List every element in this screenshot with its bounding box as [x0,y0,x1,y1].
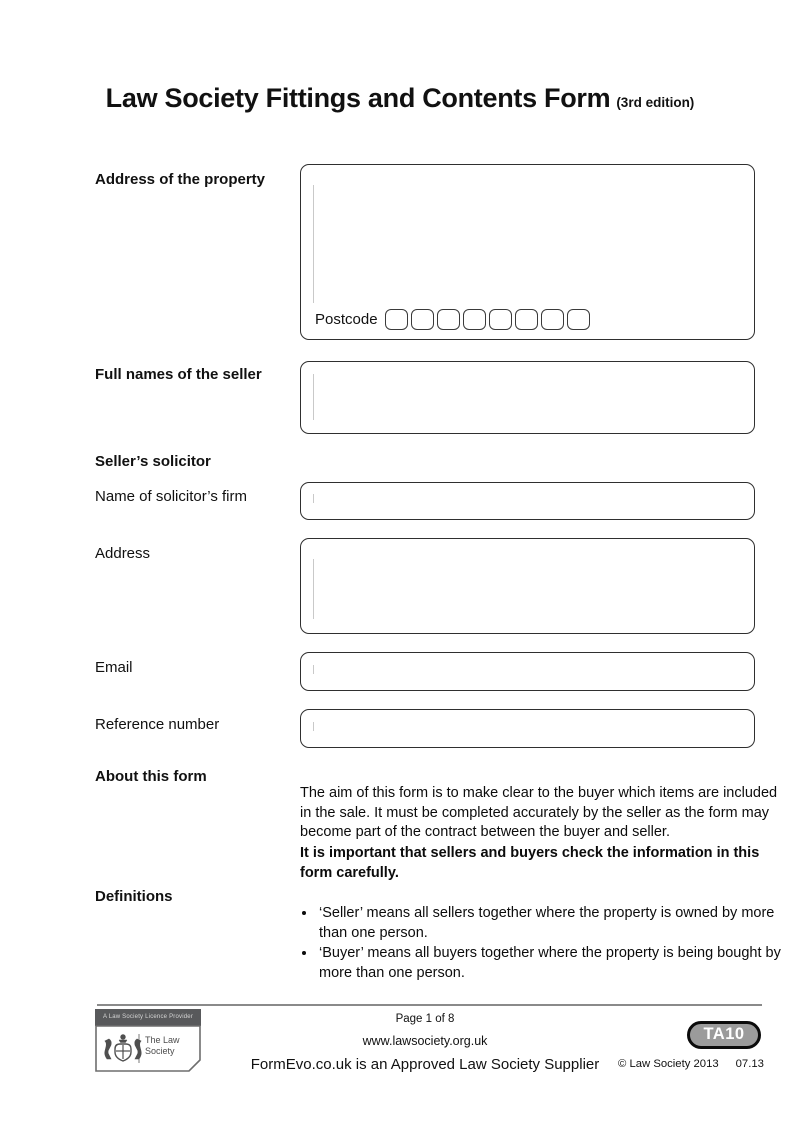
email-label: Email [95,659,133,676]
about-heading: About this form [95,768,207,785]
postcode-box-7[interactable] [541,309,564,330]
copyright-text: © Law Society 2013 [618,1058,719,1070]
solicitor-address-label: Address [95,545,151,562]
about-important: It is important that sellers and buyers check the information in this form carefully. [300,845,760,881]
field-guide-line [313,494,314,503]
postcode-box-3[interactable] [437,309,460,330]
email-field[interactable] [300,652,755,691]
solicitor-section-label: Seller’s solicitor [95,453,211,470]
postcode-box-8[interactable] [567,309,590,330]
definitions-heading: Definitions [95,888,173,905]
definitions-list [300,904,782,983]
seller-names-field[interactable] [300,361,755,434]
reference-field[interactable] [300,709,755,748]
logo-name-line2: Society [145,1045,175,1056]
field-guide-line [313,665,314,674]
form-edition: (3rd edition) [616,95,695,110]
postcode-box-6[interactable] [515,309,538,330]
postcode-label: Postcode [315,311,378,328]
logo-name-line1: The Law [145,1035,180,1045]
postcode-box-2[interactable] [411,309,434,330]
field-guide-line [313,185,314,303]
postcode-box-1[interactable] [385,309,408,330]
field-guide-line [313,559,314,619]
supplier-note: FormEvo.co.uk is an Approved Law Society Supplier [250,1056,600,1073]
logo-tagline: A Law Society Licence Provider [102,1014,194,1020]
law-society-logo [95,1009,201,1073]
postcode-box-4[interactable] [463,309,486,330]
page-number: Page 1 of 8 [395,1013,455,1025]
logo-name [145,1035,180,1056]
firm-name-label: Name of solicitor’s firm [95,488,247,505]
definition-buyer: • ‘Buyer’ means all buyers together where the property is being bought by more than one person. [317,944,782,983]
field-guide-line [313,374,314,420]
form-title: Law Society Fittings and Contents Form [105,83,611,113]
about-paragraph: The aim of this form is to make clear to the buyer which items are included in the sale. It must be completed accurately by the seller as the form may become part of the contract between the buyer and seller. [300,785,778,840]
postcode-box-5[interactable] [489,309,512,330]
version-text: 07.13 [735,1058,764,1070]
postcode-group [315,309,593,330]
definition-seller: • ‘Seller’ means all sellers together where the property is owned by more than one person. [317,904,782,943]
form-code-badge: TA10 [687,1021,761,1049]
definitions-list-wrap [300,904,782,984]
seller-names-label: Full names of the seller [95,366,262,383]
firm-name-field[interactable] [300,482,755,520]
copyright-line [618,1058,768,1070]
page-title [0,83,800,114]
field-guide-line [313,722,314,731]
lawsociety-url: www.lawsociety.org.uk [362,1034,488,1048]
property-address-label: Address of the property [95,171,266,188]
solicitor-address-field[interactable] [300,538,755,634]
reference-label: Reference number [95,716,220,733]
footer-divider [97,1004,762,1006]
